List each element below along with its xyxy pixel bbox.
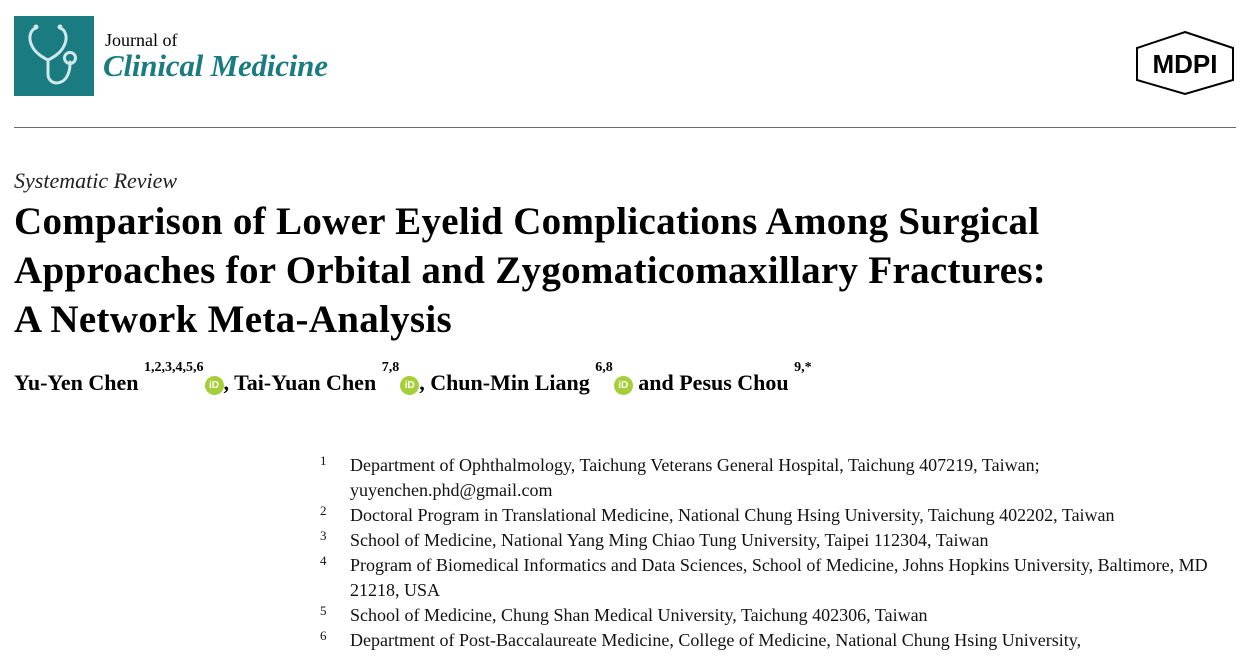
affiliation-text: Department of Post-Baccalaureate Medicine, College of Medicine, National Chung Hsing University, [350,630,1082,650]
orcid-icon[interactable]: iD [614,376,633,395]
affiliation-text: Program of Biomedical Informatics and Data Sciences, School of Medicine, Johns Hopkins University, Baltimore, MD 21218, USA [350,555,1208,600]
affiliation-item [318,503,1228,528]
author-name[interactable]: Tai-Yuan Chen [234,370,377,395]
affiliation-item [318,553,1228,603]
affiliation-text: School of Medicine, Chung Shan Medical University, Taichung 402306, Taiwan [350,605,928,625]
author-name[interactable]: Yu-Yen Chen [14,370,139,395]
mdpi-logo-icon [1133,30,1237,96]
affiliation-number: 4 [320,553,327,568]
affiliation-item [318,603,1228,628]
author-affiliation-refs: 9,* [794,360,812,375]
affiliation-number: 2 [320,503,327,518]
title-line: Approaches for Orbital and Zygomaticomaxillary Fractures: [14,249,1047,292]
author-affiliation-refs: 6,8 [595,360,613,375]
stethoscope-icon [14,16,94,96]
author-list [14,360,812,396]
affiliation-number: 1 [320,453,327,468]
publisher-name: MDPI [1152,49,1218,79]
author-affiliation-refs: 7,8 [381,360,400,375]
author-affiliation-refs: 1,2,3,4,5,6 [144,360,204,375]
journal-name: Clinical Medicine [103,48,328,83]
affiliation-item [318,453,1228,503]
affiliation-text: Department of Ophthalmology, Taichung Veterans General Hospital, Taichung 407219, Taiwan; yuyenchen.phd@gmail.com [350,455,1040,500]
journal-of-label: Journal of [105,30,178,50]
orcid-icon[interactable]: iD [400,376,419,395]
publisher-logo [1133,30,1237,101]
affiliation-item [318,528,1228,553]
affiliation-text: Doctoral Program in Translational Medicine, National Chung Hsing University, Taichung 402202, Taiwan [350,505,1115,525]
affiliation-number: 5 [320,603,327,618]
author-separator: , [419,370,431,395]
affiliation-number: 6 [320,628,327,643]
author-name[interactable]: Pesus Chou [679,370,789,395]
orcid-icon[interactable]: iD [205,376,224,395]
title-line: Comparison of Lower Eyelid Complications Among Surgical [14,200,1040,243]
title-line: A Network Meta-Analysis [14,298,453,341]
affiliation-item [318,628,1228,653]
affiliation-text: School of Medicine, National Yang Ming Chiao Tung University, Taipei 112304, Taiwan [350,530,989,550]
affiliation-list [318,453,1228,653]
author-separator: and [632,370,680,395]
journal-logo [14,16,94,96]
author-name[interactable]: Chun-Min Liang [430,370,590,395]
affiliation-number: 3 [320,528,327,543]
article-title [14,197,1234,344]
article-type: Systematic Review [14,168,178,193]
author-separator: , [223,370,235,395]
header-divider [14,127,1236,128]
